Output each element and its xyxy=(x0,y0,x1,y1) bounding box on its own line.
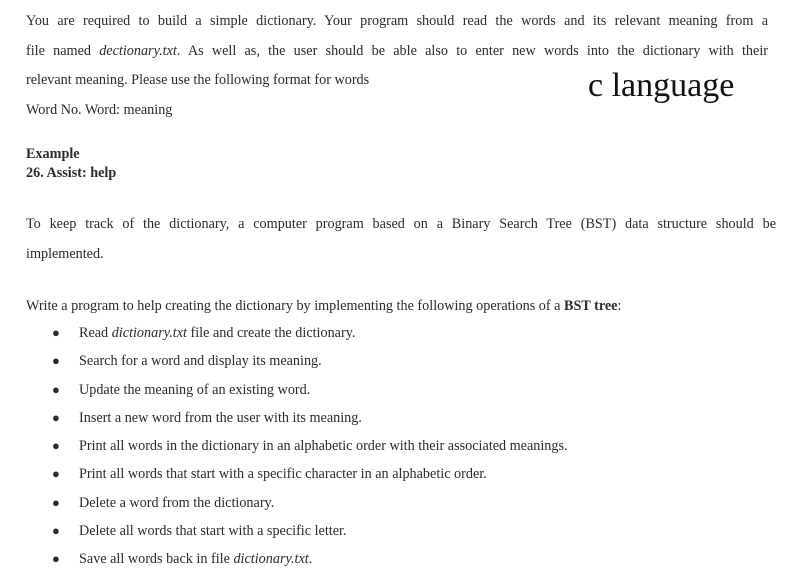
list-item: ● Print all words that start with a specific character in an alphabetic order. xyxy=(46,460,568,488)
example-heading: Example xyxy=(26,146,80,162)
bullet-icon: ● xyxy=(52,523,60,539)
list-item: ● Print all words in the dictionary in an alphabetic order with their associated meanings. xyxy=(46,432,568,460)
list-item: ● Search for a word and display its meaning. xyxy=(46,347,568,375)
intro-line-3: relevant meaning. Please use the following format for words xyxy=(26,72,370,88)
list-item: ● Update the meaning of an existing word. xyxy=(46,376,568,404)
bullet-icon: ● xyxy=(52,466,60,482)
tracking-paragraph xyxy=(26,210,776,269)
bullet-icon: ● xyxy=(52,381,60,397)
bullet-icon: ● xyxy=(52,494,60,510)
bullet-icon: ● xyxy=(52,325,60,340)
intro-line-1: You are required to build a simple dictionary. Your program should read the words and its relevant meaning from a xyxy=(26,13,768,29)
filename-dectionary: dectionary.txt xyxy=(99,42,177,59)
list-item: ● Delete all words that start with a specific letter. xyxy=(46,517,568,545)
tracking-line-2: implemented. xyxy=(26,245,104,262)
bullet-icon: ● xyxy=(52,353,60,369)
intro-line-2: file named dectionary.txt. As well as, the user should be able also to enter new words into the dictionary with their xyxy=(26,42,768,59)
handwritten-annotation: c language xyxy=(588,67,735,104)
list-item: ● Save all words back in file dictionary.txt. xyxy=(46,545,568,573)
intro-line-4: Word No. Word: meaning xyxy=(26,101,173,118)
bst-tree-term: BST tree xyxy=(564,298,618,314)
tracking-line-1: To keep track of the dictionary, a computer program based on a Binary Search Tree (BST) data structure should be xyxy=(26,216,776,232)
bullet-icon: ● xyxy=(52,551,60,567)
operations-lead: Write a program to help creating the dictionary by implementing the following operations of a BST tree: xyxy=(26,298,622,314)
list-item: ● Delete a word from the dictionary. xyxy=(46,489,568,517)
list-item: ● Read dictionary.txt file and create the dictionary. xyxy=(46,319,568,347)
filename-dictionary: dictionary.txt xyxy=(111,325,187,341)
list-item: ● Insert a new word from the user with its meaning. xyxy=(46,404,568,432)
operations-list xyxy=(46,319,568,574)
example-entry: 26. Assist: help xyxy=(26,165,117,181)
bullet-icon: ● xyxy=(52,409,60,425)
bullet-icon: ● xyxy=(52,438,60,454)
example-block xyxy=(26,145,116,183)
filename-dictionary: dictionary.txt xyxy=(233,551,309,568)
